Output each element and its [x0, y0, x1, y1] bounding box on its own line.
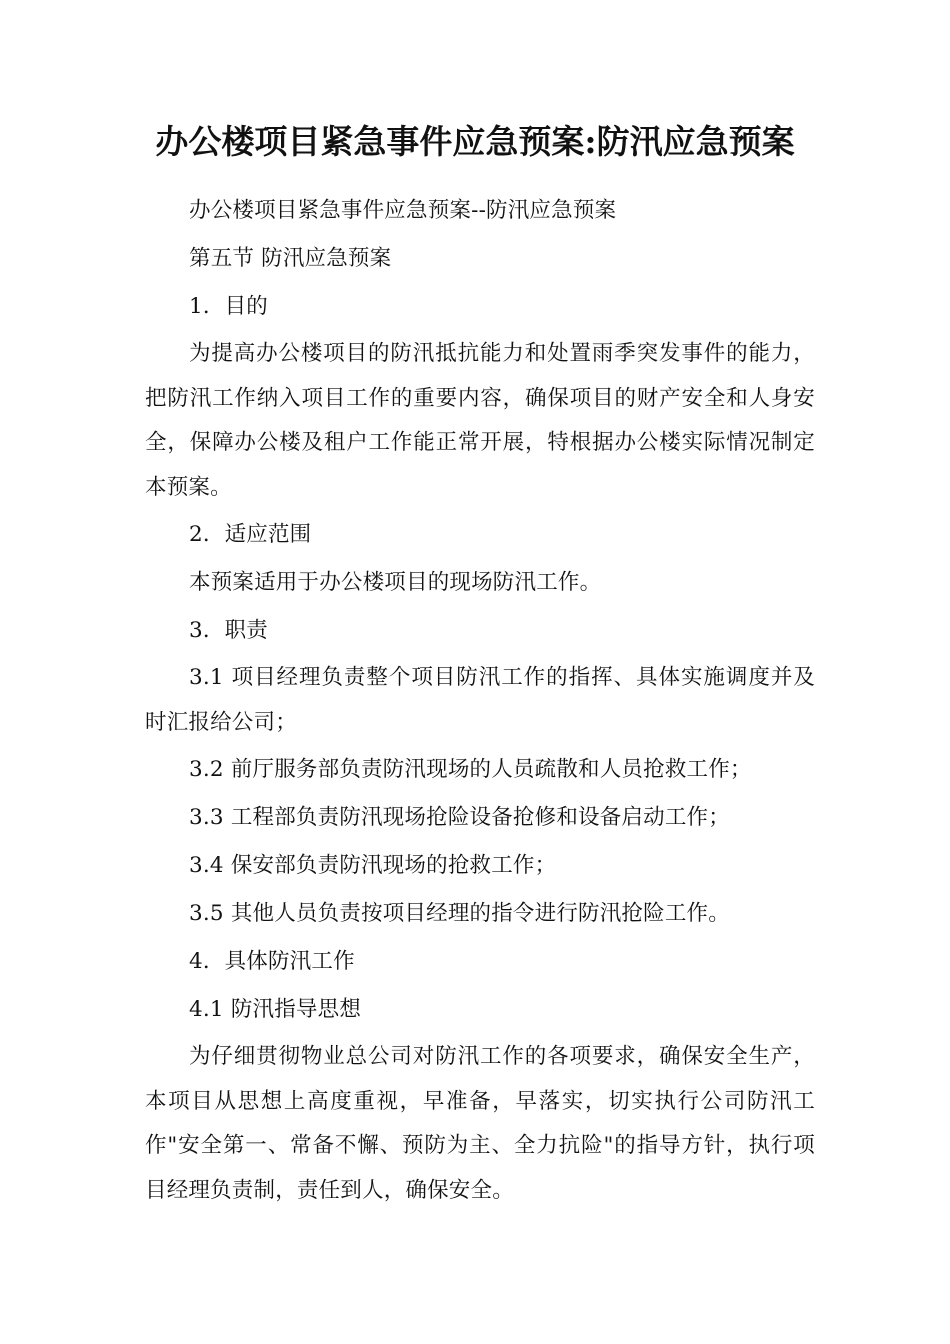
- paragraph-heading-scope: 2．适应范围: [189, 522, 312, 547]
- paragraph-purpose-body: 为提高办公楼项目的防汛抵抗能力和处置雨季突发事件的能力，把防汛工作纳入项目工作的重要内容，确保项目的财产安全和人身安全，保障办公楼及租户工作能正常开展，特根据办公楼实际情况制定本预案。: [145, 341, 815, 500]
- paragraph-heading-specific-work: 4．具体防汛工作: [189, 949, 355, 974]
- document-body: [145, 188, 815, 1215]
- paragraph-heading-guiding-thought: 4.1 防汛指导思想: [189, 997, 362, 1022]
- paragraph-guiding-thought-body: 为仔细贯彻物业总公司对防汛工作的各项要求，确保安全生产，本项目从思想上高度重视，早准备，早落实，切实执行公司防汛工作"安全第一、常备不懈、预防为主、全力抗险"的指导方针，执行项目经理负责制，责任到人，确保安全。: [145, 1044, 815, 1203]
- paragraph-duty-3-1: 3.1 项目经理负责整个项目防汛工作的指挥、具体实施调度并及时汇报给公司；: [145, 665, 815, 735]
- paragraph-scope-body: 本预案适用于办公楼项目的现场防汛工作。: [189, 570, 602, 595]
- paragraph-heading-purpose: 1．目的: [189, 294, 268, 319]
- paragraph-duty-3-4: 3.4 保安部负责防汛现场的抢救工作；: [189, 853, 557, 878]
- document-title: 办公楼项目紧急事件应急预案:防汛应急预案: [155, 122, 795, 161]
- paragraph-duty-3-3: 3.3 工程部负责防汛现场抢险设备抢修和设备启动工作；: [189, 805, 730, 830]
- paragraph-subtitle: 办公楼项目紧急事件应急预案--防汛应急预案: [189, 198, 617, 223]
- paragraph-duty-3-5: 3.5 其他人员负责按项目经理的指令进行防汛抢险工作。: [189, 901, 730, 926]
- paragraph-heading-duties: 3．职责: [189, 618, 268, 643]
- paragraph-section-heading: 第五节 防汛应急预案: [189, 246, 392, 271]
- paragraph-duty-3-2: 3.2 前厅服务部负责防汛现场的人员疏散和人员抢救工作；: [189, 757, 752, 782]
